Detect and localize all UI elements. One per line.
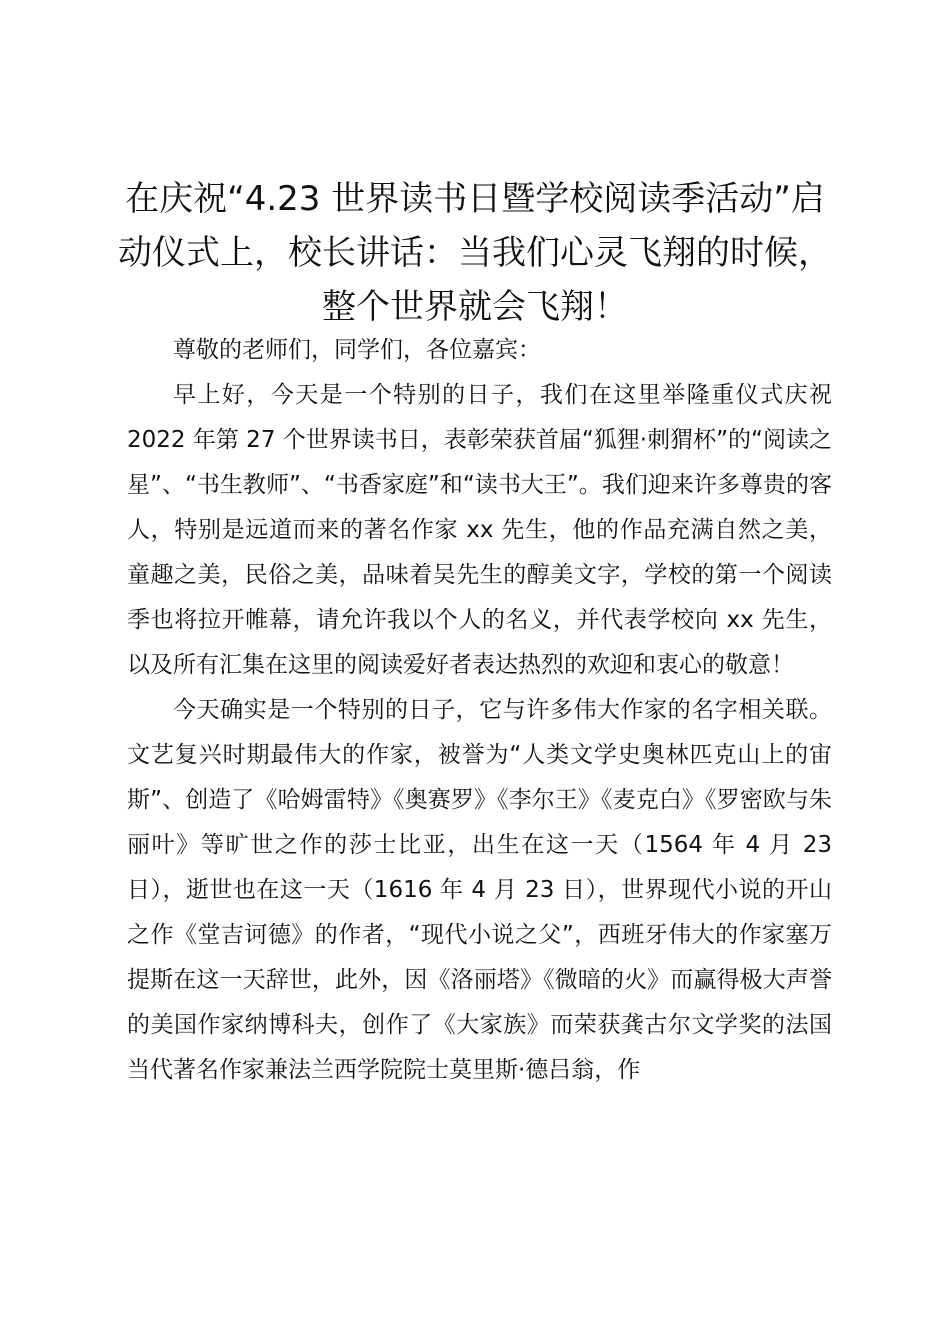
body-paragraph: 今天确实是一个特别的日子，它与许多伟大作家的名字相关联。文艺复兴时期最伟大的作家，被誉为“人类文学史奥林匹克山上的宙斯”、创造了《哈姆雷特》《奥赛罗》《李尔王》《麦克白》《罗密欧与朱丽叶》等旷世之作的莎士比亚，出生在这一天（1564 年 4 月 23 日），逝世也在这一天（1616 年 4 月 23 日），世界现代小说的开山之作《堂吉诃德》的作者，“现代小说之父”，西班牙伟大的作家塞万提斯在这一天辞世，此外，因《洛丽塔》《微暗的火》而赢得极大声誉的美国作家纳博科夫，创作了《大家族》而荣获龚古尔文学奖的法国当代著名作家兼法兰西学院院士莫里斯·德吕翁，作 — [127, 697, 832, 1083]
document-title: 在庆祝“4.23 世界读书日暨学校阅读季活动”启动仪式上，校长讲话：当我们心灵飞翔的时候，整个世界就会飞翔！ — [118, 179, 832, 327]
greeting-paragraph: 尊敬的老师们，同学们，各位嘉宾： — [173, 337, 541, 363]
body-paragraph: 早上好，今天是一个特别的日子，我们在这里举隆重仪式庆祝 2022 年第 27 个世界读书日，表彰荣获首届“狐狸·刺猬杯”的“阅读之星”、“书生教师”、“书香家庭”和“读书大王”。我们迎来许多尊贵的客人，特别是远道而来的著名作家 xx 先生，他的作品充满自然之美，童趣之美，民俗之美，品味着吴先生的醇美文字，学校的第一个阅读季也将拉开帷幕，请允许我以个人的名义，并代表学校向 xx 先生，以及所有汇集在这里的阅读爱好者表达热烈的欢迎和衷心的敬意！ — [127, 382, 832, 678]
document-body — [127, 328, 832, 1093]
